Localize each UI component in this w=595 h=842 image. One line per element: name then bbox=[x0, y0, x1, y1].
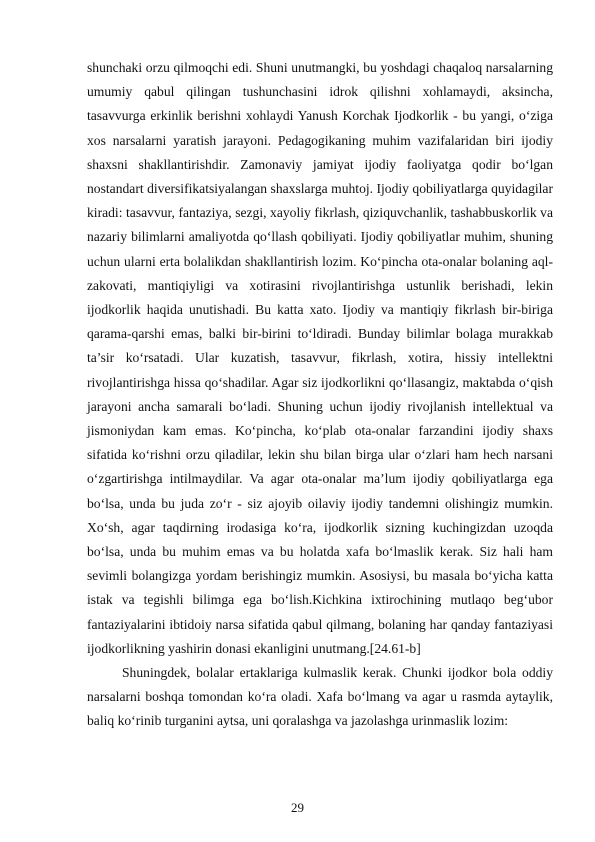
body-text bbox=[87, 56, 553, 734]
page-number: 29 bbox=[291, 800, 304, 815]
paragraph-2: Shuningdek, bolalar ertaklariga kulmaslik kerak. Chunki ijodkor bola oddiy narsalarni boshqa tomondan ko‘ra oladi. Xafa bo‘lmang va agar u rasmda aytaylik, baliq ko‘rinib turganini aytsa, uni qoralashga va jazolashga urinmaslik lozim: bbox=[87, 665, 553, 729]
paragraph-1: shunchaki orzu qilmoqchi edi. Shuni unutmangki, bu yoshdagi chaqaloq narsalarning umumiy qabul qilingan tushunchasini idrok qilishni xohlamaydi, aksincha, tasavvurga erkinlik berishni xohlaydi Yanush Korchak Ijodkorlik - bu yangi, o‘ziga xos narsalarni yaratish jarayoni. Pedagogikaning muhim vazifalaridan biri ijodiy shaxsni shakllantirishdir. Zamonaviy jamiyat ijodiy faoliyatga qodir bo‘lgan nostandart diversifikatsiyalangan shaxslarga muhtoj. Ijodiy qobiliyatlarga quyidagilar kiradi: tasavvur, fantaziya, sezgi, xayoliy fikrlash, qiziquvchanlik, tashabbuskorlik va nazariy bilimlarni amaliyotda qo‘llash qobiliyati. Ijodiy qobiliyatlar muhim, shuning uchun ularni erta bolalikdan shakllantirish lozim. Ko‘pincha ota-onalar bolaning aql-zakovati, mantiqiyligi va xotirasini rivojlantirishga ustunlik berishadi, lekin ijodkorlik haqida unutishadi. Bu katta xato. Ijodiy va mantiqiy fikrlash bir-biriga qarama-qarshi emas, balki bir-birini to‘ldiradi. Bunday bilimlar bolaga murakkab ta’sir ko‘rsatadi. Ular kuzatish, tasavvur, fikrlash, xotira, hissiy intellektni rivojlantirishga hissa qo‘shadilar. Agar siz ijodkorlikni qo‘llasangiz, maktabda o‘qish jarayoni ancha samarali bo‘ladi. Shuning uchun ijodiy rivojlanish intellektual va jismoniydan kam emas. Ko‘pincha, ko‘plab ota-onalar farzandini ijodiy shaxs sifatida ko‘rishni orzu qiladilar, lekin shu bilan birga ular o‘zlari ham hech narsani o‘zgartirishga intilmaydilar. Va agar ota-onalar ma’lum ijodiy qobiliyatlarga ega bo‘lsa, unda bu juda zo‘r - siz ajoyib oilaviy ijodiy tandemni olishingiz mumkin. Xo‘sh, agar taqdirning irodasiga ko‘ra, ijodkorlik sizning kuchingizdan uzoqda bo‘lsa, unda bu muhim emas va bu holatda xafa bo‘lmaslik kerak. Siz hali ham sevimli bolangizga yordam berishingiz mumkin. Asosiysi, bu masala bo‘yicha katta istak va tegishli bilimga ega bo‘lish.Kichkina ixtirochining mutlaqo beg‘ubor fantaziyalarini ibtidoiy narsa sifatida qabul qilmang, bolaning har qanday fantaziyasi ijodkorlikning yashirin donasi ekanligini unutmang.[24.61-b] bbox=[87, 60, 553, 656]
